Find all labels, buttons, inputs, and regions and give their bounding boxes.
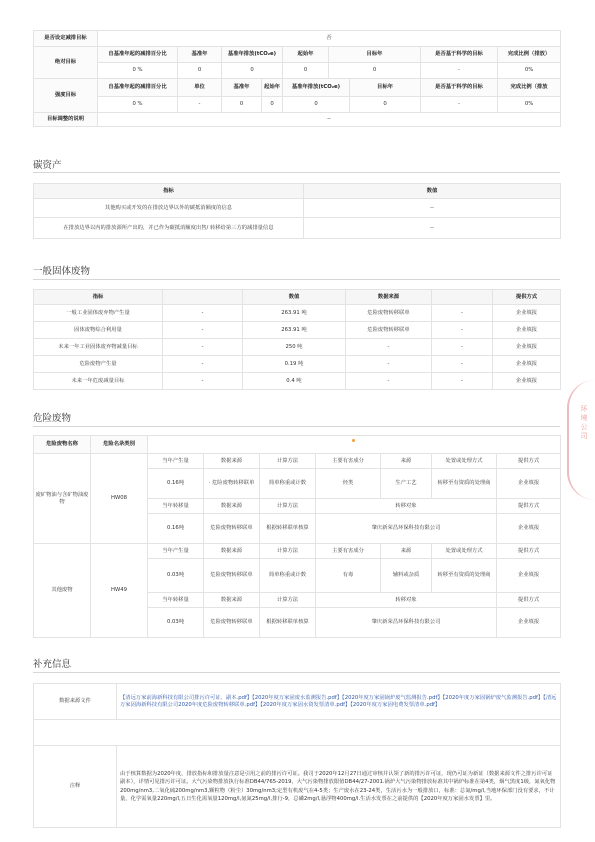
- abs-header: 完成比例（排放）: [498, 47, 561, 63]
- haz-gen-header: 来源: [381, 544, 432, 559]
- int-value: 0: [350, 97, 421, 113]
- solid-cell: -: [432, 322, 493, 339]
- abs-header: 自基准年起的减排百分比: [98, 47, 178, 63]
- solid-cell: 一般工业固体废弃物产生量: [34, 305, 163, 322]
- haz-gen-header: 提供方式: [497, 454, 561, 469]
- haz-trans-cell: 肇庆新荣昌环保科技有限公司: [316, 608, 497, 638]
- solid-header: [163, 290, 243, 305]
- abs-header: 是否基于科学的目标: [421, 47, 498, 63]
- haz-trans-header: 当年转移量: [148, 593, 204, 608]
- target-table: [33, 30, 561, 127]
- haz-header-blank: [148, 436, 561, 454]
- haz-gen-header: 主要有害成分: [316, 454, 381, 469]
- company-seal-text: 环境公司: [580, 405, 588, 441]
- solid-cell: 0.19 吨: [243, 356, 346, 373]
- section-title-carbon-assets: 碳资产: [33, 160, 62, 171]
- haz-gen-header: 来源: [381, 454, 432, 469]
- solid-cell: 企业填报: [493, 339, 561, 356]
- solid-header: 指标: [34, 290, 163, 305]
- solid-cell: 危险废物产生量: [34, 356, 163, 373]
- solid-cell: 263.91 吨: [243, 305, 346, 322]
- haz-trans-header: 当年转移量: [148, 499, 204, 514]
- solid-header: 数据来源: [346, 290, 432, 305]
- haz-trans-cell: 企业填报: [497, 514, 561, 544]
- int-header: 目标年: [350, 79, 421, 97]
- haz-gen-header: 数据来源: [204, 544, 260, 559]
- solid-cell: 企业填报: [493, 356, 561, 373]
- solid-cell: 危险废物转移联单: [346, 305, 432, 322]
- haz-gen-cell: 转移至有资质的处理商: [432, 559, 497, 593]
- haz-gen-cell: 生产工艺: [381, 469, 432, 499]
- solid-cell: -: [163, 305, 243, 322]
- abs-header: 起始年: [283, 47, 329, 63]
- solid-cell: -: [432, 373, 493, 390]
- solid-cell: 263.91 吨: [243, 322, 346, 339]
- haz-trans-cell: 企业填报: [497, 608, 561, 638]
- int-value: 0 %: [98, 97, 178, 113]
- abs-header: 目标年: [329, 47, 421, 63]
- solid-cell: 固体废物综合利用量: [34, 322, 163, 339]
- absolute-target-label: 绝对目标: [34, 47, 98, 79]
- abs-value: 0: [222, 63, 283, 79]
- abs-header: 基准年: [178, 47, 222, 63]
- section-title-solid-waste: 一般固体废物: [33, 266, 91, 277]
- solid-cell: -: [346, 373, 432, 390]
- note-text: 由于核算数据为2020年度，排放指标和排放量注意是引用之前的排污许可证。我司于2020年12月27日通过审核并认领了新的排污许可证，现仍可证为新证（数据来源文件之排污许可证副本），详情可见排污许可证。大气污染物排放执行标准DB44/765-2019，大气污染物排放限值DB44/27-2001.锅炉大气污染物排放标准其中锅炉标准在第4类，烟气黑度1级，氮氧化物200mg/nm3,二氧化硫200mg/nm3,颗粒物（粉尘）30mg/nm3;定型有机废气在4-5类；生产废水在23-24类，生活污水为一般排放口，标准：总氮/mg/l,当地环保部门没有要求，不计量，化学需氧量220mg/l,五日生化需氧量120mg/l,氨氮25mg/l,排行-9，总磷2mg/l,悬浮物400mg/l.生活水发票在之前提供的【2020年度万家固水发票】里。: [117, 746, 561, 828]
- solid-cell: 未来一年危废减量目标: [34, 373, 163, 390]
- section-divider: [33, 672, 560, 673]
- hazardous-table: [33, 435, 561, 638]
- haz-gen-cell: 简单称重或计数: [260, 559, 316, 593]
- haz-trans-cell: 0.16吨: [148, 514, 204, 544]
- int-header: 是否基于科学的目标: [421, 79, 498, 97]
- solid-header: 数值: [243, 290, 346, 305]
- set-target-label: 是否设定减排目标: [34, 31, 98, 47]
- haz-item-name: 其他废物: [34, 544, 91, 638]
- int-header: 单位: [178, 79, 222, 97]
- haz-gen-header: 当年产生量: [148, 544, 204, 559]
- source-files-label: 数据来源文件: [34, 684, 117, 720]
- int-value: -: [421, 97, 498, 113]
- haz-item-category: HW08: [91, 454, 148, 544]
- section-divider: [33, 279, 560, 280]
- abs-value: 0: [178, 63, 222, 79]
- haz-trans-cell: 危险废物转移联单: [204, 608, 260, 638]
- carbon-row-value: --: [304, 199, 561, 218]
- haz-trans-header: 提供方式: [497, 593, 561, 608]
- haz-gen-header: 主要有害成分: [316, 544, 381, 559]
- solid-cell: -: [432, 305, 493, 322]
- solid-cell: -: [346, 356, 432, 373]
- haz-gen-header: 处置或处理方式: [432, 544, 497, 559]
- int-value: 0: [262, 97, 283, 113]
- int-header: 基准年: [222, 79, 262, 97]
- haz-gen-header: 处置或处理方式: [432, 454, 497, 469]
- int-header: 基准年排放(tCO₂e): [283, 79, 350, 97]
- carbon-header: 指标: [34, 184, 304, 199]
- haz-gen-cell: 0.16吨: [148, 469, 204, 499]
- haz-trans-cell: 危险废物转移联单: [204, 514, 260, 544]
- solid-header: [432, 290, 493, 305]
- abs-value: 0: [329, 63, 421, 79]
- int-header: 自基准年起的减排百分比: [98, 79, 178, 97]
- solid-cell: -: [432, 339, 493, 356]
- solid-cell: -: [163, 339, 243, 356]
- haz-gen-cell: 0.03吨: [148, 559, 204, 593]
- haz-trans-header: 计算方法: [260, 499, 316, 514]
- haz-header-category: 危险名录类别: [91, 436, 148, 454]
- solid-cell: 危险废物转移联单: [346, 322, 432, 339]
- haz-header-name: 危险废物名称: [34, 436, 91, 454]
- haz-gen-cell: 有毒: [316, 559, 381, 593]
- haz-gen-header: 数据来源: [204, 454, 260, 469]
- solid-cell: 企业填报: [493, 373, 561, 390]
- haz-gen-cell: 企业填报: [497, 469, 561, 499]
- solid-cell: 0.4 吨: [243, 373, 346, 390]
- haz-trans-cell: 0.03吨: [148, 608, 204, 638]
- solid-waste-table: [33, 289, 561, 390]
- solid-cell: 企业填报: [493, 305, 561, 322]
- supplement-table: [33, 683, 561, 828]
- int-value: 0: [222, 97, 262, 113]
- solid-cell: 250 吨: [243, 339, 346, 356]
- haz-trans-header: 提供方式: [497, 499, 561, 514]
- int-value: -: [178, 97, 222, 113]
- haz-gen-header: 当年产生量: [148, 454, 204, 469]
- int-header: 起始年: [262, 79, 283, 97]
- carbon-assets-table: [33, 183, 561, 239]
- haz-gen-cell: · 危险废物转移联单: [204, 469, 260, 499]
- target-adjust-value: --: [98, 113, 561, 127]
- haz-gen-cell: 辅料或杂质: [381, 559, 432, 593]
- solid-cell: -: [346, 339, 432, 356]
- haz-gen-header: 提供方式: [497, 544, 561, 559]
- carbon-row-value: --: [304, 218, 561, 239]
- supplement-spacer: [34, 720, 561, 746]
- haz-gen-cell: 烃类: [316, 469, 381, 499]
- haz-item-category: HW49: [91, 544, 148, 638]
- haz-trans-header: 计算方法: [260, 593, 316, 608]
- abs-value: -: [421, 63, 498, 79]
- int-value: 0: [283, 97, 350, 113]
- abs-value: 0: [283, 63, 329, 79]
- solid-header: 提供方式: [493, 290, 561, 305]
- abs-value: 0 %: [98, 63, 178, 79]
- haz-trans-header: 转移对象: [316, 499, 497, 514]
- section-divider: [33, 426, 560, 427]
- intensity-target-label: 强度目标: [34, 79, 98, 113]
- int-value: 0%: [498, 97, 561, 113]
- haz-gen-cell: 企业填报: [497, 559, 561, 593]
- target-adjust-label: 目标调整的说明: [34, 113, 98, 127]
- carbon-row-indicator: 在排放边界以内的排放源所产出的，并已作为碳抵消额度出售/ 转移给第三方的减排量信息: [34, 218, 304, 239]
- solid-cell: -: [163, 356, 243, 373]
- carbon-header: 数值: [304, 184, 561, 199]
- haz-item-name: 废矿物油与含矿物油废物: [34, 454, 91, 544]
- solid-cell: -: [163, 322, 243, 339]
- haz-trans-header: 转移对象: [316, 593, 497, 608]
- haz-gen-cell: 简单称重或计数: [260, 469, 316, 499]
- haz-gen-header: 计算方法: [260, 454, 316, 469]
- set-target-value: 否: [98, 31, 561, 47]
- carbon-row-indicator: 其他购买或开发的在排放边界以外的碳抵消额度的信息: [34, 199, 304, 218]
- solid-cell: 企业填报: [493, 322, 561, 339]
- haz-gen-header: 计算方法: [260, 544, 316, 559]
- source-files-links[interactable]: 【清远万家前海新科技有限公司排污许可证、副本.pdf】【2020年度万家固废水监测报告.pdf】【2020年度万家固锅炉废气监测报告.pdf】【2020年度万家固锅炉废气监测报告.pdf】【清远万家固海新科技有限公司2020年度危险废物转移联单.pdf】【2020年度万家固水资发票清单.pdf】【2020年度万家固电费发票清单.pdf】: [117, 684, 561, 720]
- haz-trans-header: 数据来源: [204, 499, 260, 514]
- int-header: 完成比例（排放: [498, 79, 561, 97]
- haz-gen-cell: 转移至有资质的处理商: [432, 469, 497, 499]
- abs-value: 0%: [498, 63, 561, 79]
- solid-cell: 未来一年工业固体废弃物减量目标: [34, 339, 163, 356]
- note-label: 注释: [34, 746, 117, 828]
- section-divider: [33, 172, 560, 173]
- haz-trans-cell: 根据转移联单核算: [260, 514, 316, 544]
- haz-trans-cell: 肇庆新荣昌环保科技有限公司: [316, 514, 497, 544]
- haz-gen-cell: 危险废物转移联单: [204, 559, 260, 593]
- section-title-hazardous-waste: 危险废物: [33, 413, 72, 424]
- haz-trans-header: 数据来源: [204, 593, 260, 608]
- solid-cell: -: [163, 373, 243, 390]
- section-title-supplement: 补充信息: [33, 659, 72, 670]
- abs-header: 基准年排放(tCO₂e): [222, 47, 283, 63]
- solid-cell: -: [432, 356, 493, 373]
- haz-trans-cell: 根据转移联单核算: [260, 608, 316, 638]
